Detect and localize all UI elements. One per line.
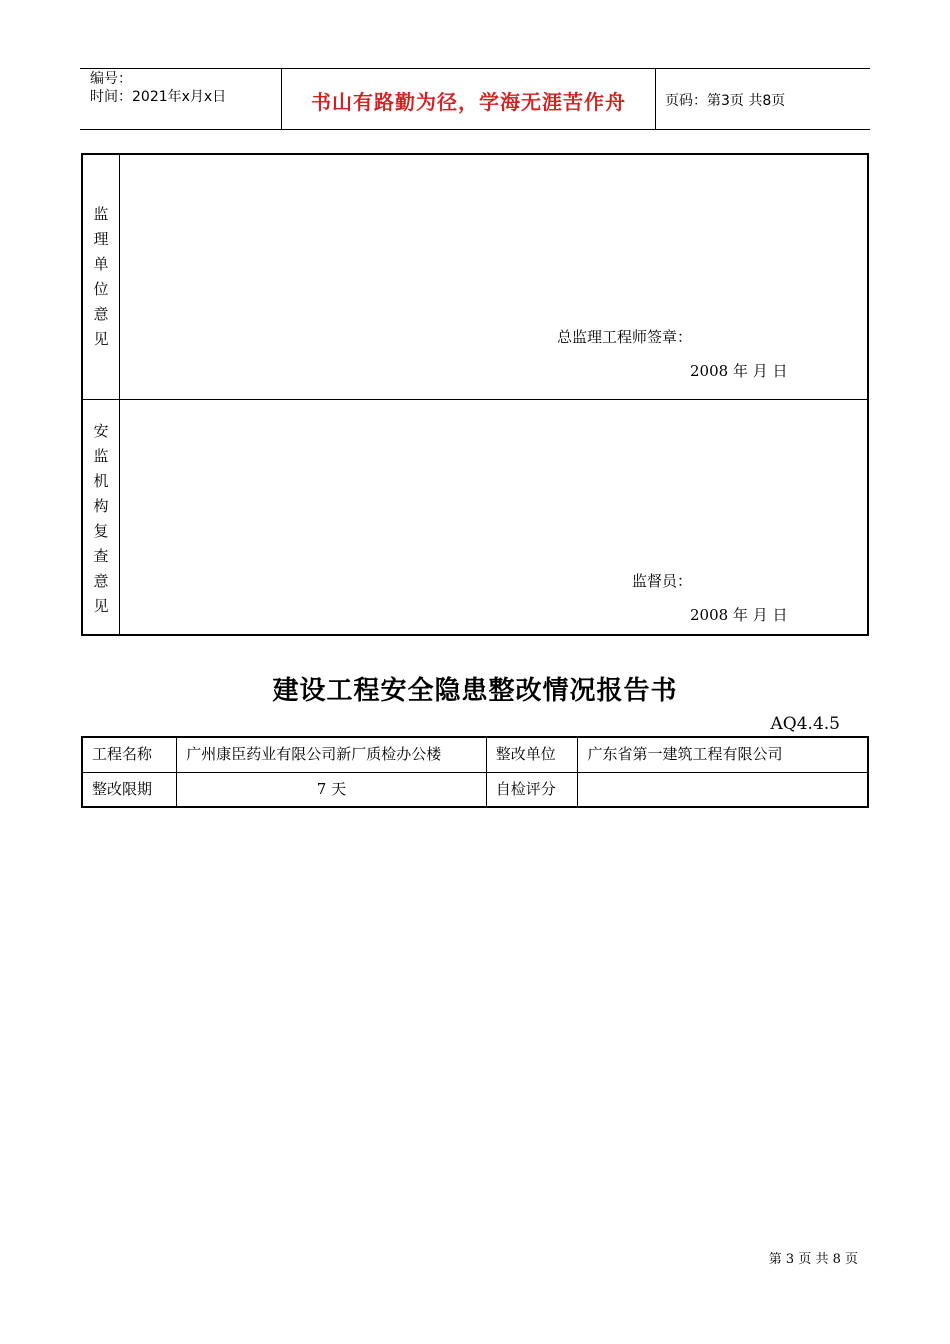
rectify-unit-value: 广东省第一建筑工程有限公司	[578, 737, 868, 772]
page-header	[80, 68, 870, 130]
label-char: 监	[93, 205, 109, 223]
label-column-divider	[119, 155, 120, 634]
label-char: 监	[93, 447, 109, 465]
opinion-table	[81, 153, 869, 636]
page-footer: 第 3 页 共 8 页	[768, 1252, 858, 1267]
header-right-cell	[655, 69, 870, 129]
header-left-cell	[80, 69, 281, 129]
deadline-label: 整改限期	[82, 772, 177, 807]
label-char: 理	[93, 230, 109, 248]
deadline-value: 7 天	[177, 772, 486, 807]
chief-supervisor-signature-label: 总监理工程师签章：	[557, 328, 693, 346]
self-score-value	[578, 772, 868, 807]
label-char: 见	[93, 330, 109, 348]
report-title: 建设工程安全隐患整改情况报告书	[272, 676, 678, 706]
document-date: 时间：2021年x月x日	[90, 89, 227, 105]
label-char: 安	[93, 422, 109, 440]
project-info-table	[81, 736, 869, 808]
table-row	[82, 737, 868, 772]
project-name-value: 广州康臣药业有限公司新厂质检办公楼	[177, 737, 486, 772]
label-char: 机	[93, 472, 109, 490]
project-name-label: 工程名称	[82, 737, 177, 772]
review-date-line: 2008 年 月 日	[690, 606, 788, 624]
report-code: AQ4.4.5	[770, 714, 840, 734]
supervisor-signature-label: 监督员：	[632, 572, 693, 590]
label-char: 查	[93, 547, 109, 565]
document-number-label: 编号：	[90, 71, 132, 87]
safety-review-opinion-label	[83, 419, 119, 619]
label-char: 单	[93, 255, 109, 273]
supervision-date-line: 2008 年 月 日	[690, 362, 788, 380]
rectify-unit-label: 整改单位	[486, 737, 578, 772]
label-char: 位	[93, 280, 109, 298]
header-page-info: 页码：第3页 共8页	[665, 93, 786, 109]
table-row	[82, 772, 868, 807]
self-score-label: 自检评分	[486, 772, 578, 807]
label-char: 意	[93, 572, 109, 590]
label-char: 复	[93, 522, 109, 540]
label-char: 意	[93, 305, 109, 323]
section-divider	[83, 399, 867, 400]
header-motto-cell	[281, 69, 656, 129]
motto-text: 书山有路勤为径，学海无涯苦作舟	[311, 90, 626, 114]
supervision-opinion-label	[83, 202, 119, 352]
label-char: 见	[93, 597, 109, 615]
label-char: 构	[93, 497, 109, 515]
